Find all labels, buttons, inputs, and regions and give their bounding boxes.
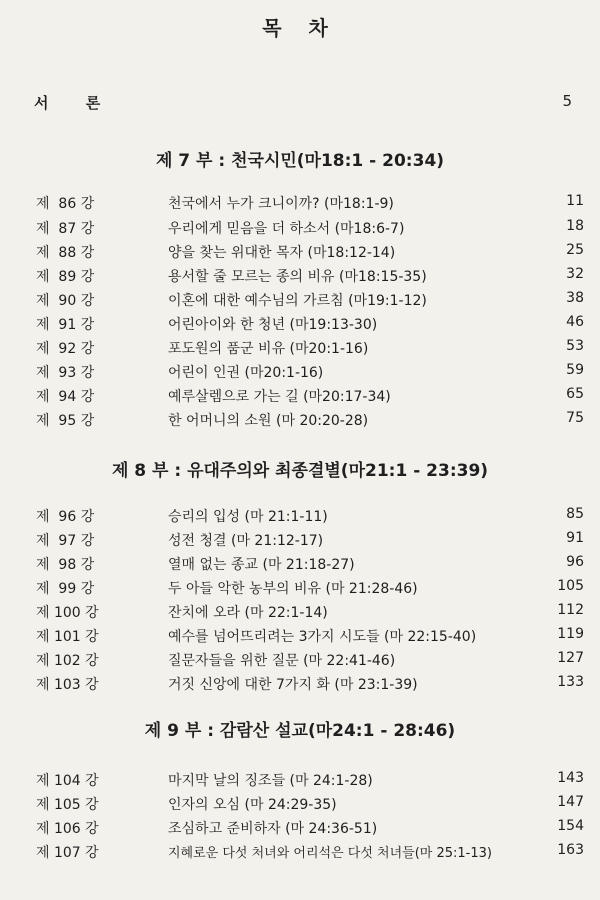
- lecture-number: 제 107 강: [36, 845, 99, 861]
- lecture-number: 제 86 강: [36, 196, 95, 212]
- lecture-number: 제 102 강: [36, 653, 99, 669]
- lecture-title: 우리에게 믿음을 더 하소서 (마18:6-7): [168, 221, 405, 237]
- lecture-title: 열매 없는 종교 (마 21:18-27): [168, 557, 355, 573]
- lecture-title: 잔치에 오라 (마 22:1-14): [168, 605, 328, 621]
- part-heading: 제 9 부 : 감람산 설교(마24:1 - 28:46): [144, 721, 456, 741]
- lecture-title: 인자의 오심 (마 24:29-35): [168, 797, 337, 813]
- lecture-page: 127: [557, 650, 584, 666]
- lecture-page: 112: [557, 602, 584, 618]
- lecture-number: 제 100 강: [36, 605, 99, 621]
- lecture-page: 59: [566, 362, 584, 378]
- lecture-page: 11: [566, 193, 584, 209]
- toc-entry: [0, 410, 600, 438]
- lecture-title: 예루살렘으로 가는 길 (마20:17-34): [168, 389, 391, 405]
- lecture-title: 용서할 줄 모르는 종의 비유 (마18:15-35): [168, 269, 427, 285]
- lecture-title: 두 아들 악한 농부의 비유 (마 21:28-46): [168, 581, 418, 597]
- lecture-title: 어린이 인권 (마20:1-16): [168, 365, 324, 381]
- lecture-title: 어린아이와 한 청년 (마19:13-30): [168, 317, 378, 333]
- lecture-page: 65: [566, 386, 584, 402]
- lecture-page: 154: [557, 818, 584, 834]
- toc-entry: [0, 842, 600, 870]
- lecture-page: 163: [557, 842, 584, 858]
- lecture-page: 85: [566, 506, 584, 522]
- lecture-title: 한 어머니의 소원 (마 20:20-28): [168, 413, 369, 429]
- lecture-number: 제 87 강: [36, 221, 95, 237]
- lecture-page: 143: [557, 770, 584, 786]
- lecture-title: 양을 찾는 위대한 목자 (마18:12-14): [168, 245, 396, 261]
- lecture-title: 포도원의 품군 비유 (마20:1-16): [168, 341, 369, 357]
- lecture-page: 38: [566, 290, 584, 306]
- lecture-title: 지혜로운 다섯 처녀와 어리석은 다섯 처녀들(마 25:1-13): [168, 846, 492, 861]
- lecture-number: 제 106 강: [36, 821, 99, 837]
- lecture-title: 거짓 신앙에 대한 7가지 화 (마 23:1-39): [168, 677, 418, 693]
- lecture-number: 제 105 강: [36, 797, 99, 813]
- toc-entry: [0, 674, 600, 702]
- lecture-page: 133: [557, 674, 584, 690]
- lecture-number: 제 104 강: [36, 773, 99, 789]
- lecture-title: 성전 청결 (마 21:12-17): [168, 533, 324, 549]
- toc-entry: [0, 193, 600, 221]
- lecture-number: 제 99 강: [36, 581, 95, 597]
- intro-entry: [34, 92, 572, 116]
- lecture-title: 조심하고 준비하자 (마 24:36-51): [168, 821, 378, 837]
- part-heading: 제 8 부 : 유대주의와 최종결별(마21:1 - 23:39): [111, 461, 489, 481]
- lecture-number: 제 101 강: [36, 629, 99, 645]
- lecture-title: 예수를 넘어뜨리려는 3가지 시도들 (마 22:15-40): [168, 629, 477, 645]
- lecture-page: 18: [566, 218, 584, 234]
- lecture-number: 제 96 강: [36, 509, 95, 525]
- lecture-title: 승리의 입성 (마 21:1-11): [168, 509, 328, 525]
- lecture-number: 제 103 강: [36, 677, 99, 693]
- lecture-number: 제 95 강: [36, 413, 95, 429]
- lecture-number: 제 93 강: [36, 365, 95, 381]
- intro-label: 서 론: [34, 94, 117, 112]
- lecture-number: 제 89 강: [36, 269, 95, 285]
- lecture-page: 96: [566, 554, 584, 570]
- page-title: 목 차: [262, 16, 338, 40]
- lecture-number: 제 94 강: [36, 389, 95, 405]
- lecture-number: 제 91 강: [36, 317, 95, 333]
- lecture-page: 119: [557, 626, 584, 642]
- lecture-page: 91: [566, 530, 584, 546]
- lecture-page: 105: [557, 578, 584, 594]
- lecture-page: 32: [566, 266, 584, 282]
- lecture-page: 75: [566, 410, 584, 426]
- lecture-number: 제 97 강: [36, 533, 95, 549]
- lecture-number: 제 92 강: [36, 341, 95, 357]
- lecture-title: 천국에서 누가 크니이까? (마18:1-9): [168, 196, 394, 212]
- lecture-number: 제 90 강: [36, 293, 95, 309]
- lecture-title: 이혼에 대한 예수님의 가르침 (마19:1-12): [168, 293, 427, 309]
- lecture-title: 질문자들을 위한 질문 (마 22:41-46): [168, 653, 396, 669]
- lecture-page: 25: [566, 242, 584, 258]
- lecture-page: 53: [566, 338, 584, 354]
- lecture-page: 147: [557, 794, 584, 810]
- lecture-title: 마지막 날의 징조들 (마 24:1-28): [168, 773, 373, 789]
- lecture-number: 제 98 강: [36, 557, 95, 573]
- lecture-page: 46: [566, 314, 584, 330]
- lecture-number: 제 88 강: [36, 245, 95, 261]
- intro-page: 5: [562, 92, 572, 110]
- part-heading: 제 7 부 : 천국시민(마18:1 - 20:34): [155, 151, 445, 171]
